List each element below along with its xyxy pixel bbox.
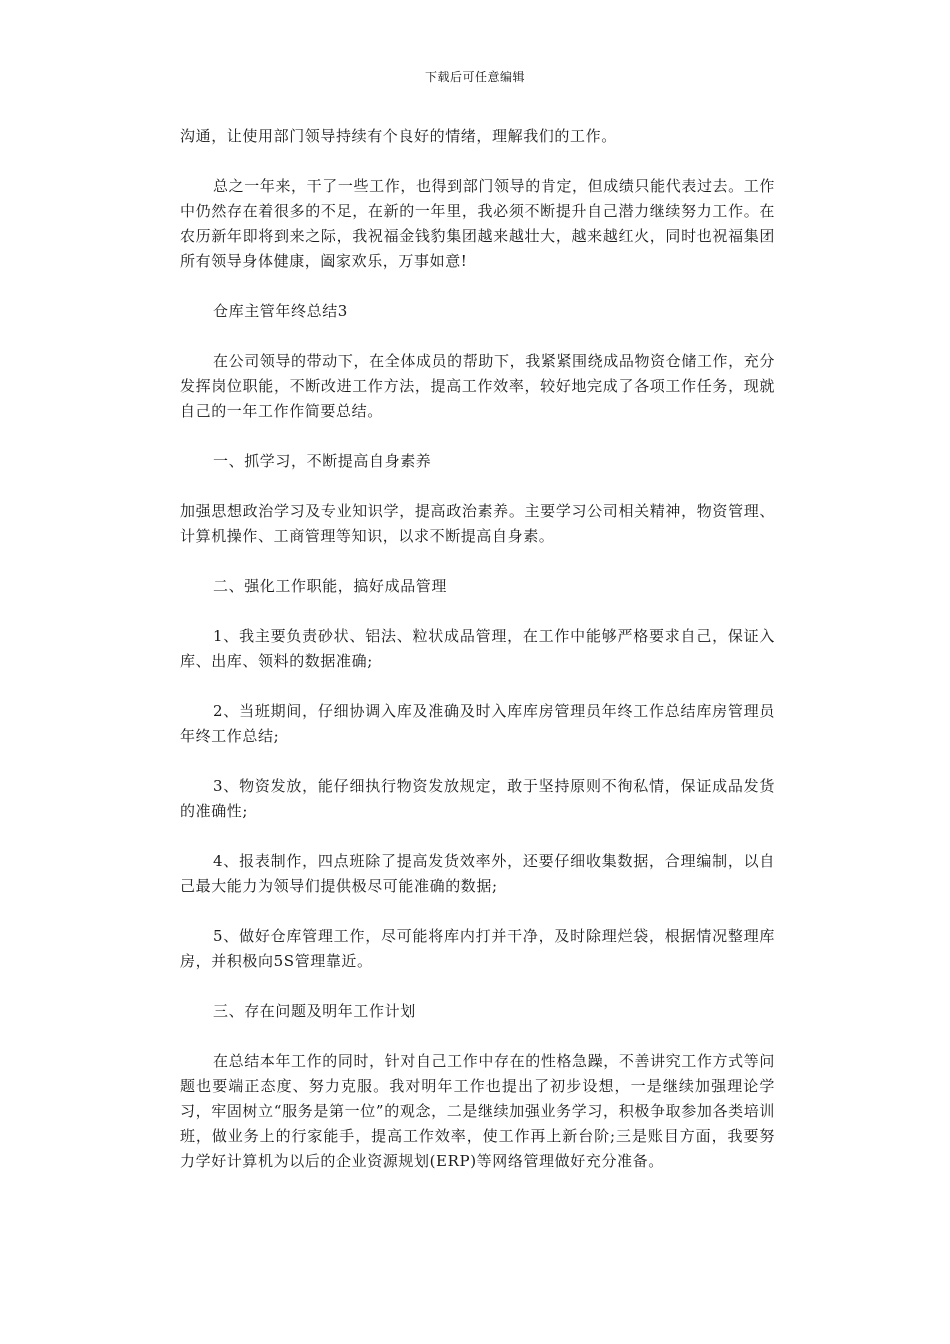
list-item-1: 1、我主要负责砂状、铝法、粒状成品管理，在工作中能够严格要求自己，保证入库、出库、领料的数据准确; bbox=[180, 627, 775, 670]
section-title: 仓库主管年终总结3 bbox=[213, 302, 348, 320]
page-header-note: 下载后可任意编辑 bbox=[424, 70, 525, 84]
paragraph-plan: 在总结本年工作的同时，针对自己工作中存在的性格急躁，不善讲究工作方式等问题也要端正态度、努力克服。我对明年工作也提出了初步设想，一是继续加强理论学习，牢固树立“服务是第一位”的观念，二是继续加强业务学习，积极争取参加各类培训班，做业务上的行家能手，提高工作效率，使工作再上新台阶;三是账目方面，我要努力学好计算机为以后的企业资源规划(ERP)等网络管理做好充分准备。 bbox=[180, 1052, 775, 1170]
paragraph-continuation: 沟通，让使用部门领导持续有个良好的情绪，理解我们的工作。 bbox=[180, 127, 617, 145]
paragraph-intro: 在公司领导的带动下，在全体成员的帮助下，我紧紧围绕成品物资仓储工作，充分发挥岗位职能，不断改进工作方法，提高工作效率，较好地完成了各项工作任务，现就自己的一年工作作简要总结。 bbox=[180, 352, 775, 420]
list-item-4: 4、报表制作，四点班除了提高发货效率外，还要仔细收集数据，合理编制，以自己最大能力为领导们提供极尽可能准确的数据; bbox=[180, 852, 775, 895]
heading-three: 三、存在问题及明年工作计划 bbox=[213, 1002, 416, 1020]
document-body bbox=[180, 124, 775, 1199]
heading-two: 二、强化工作职能，搞好成品管理 bbox=[213, 577, 448, 595]
list-item-3: 3、物资发放，能仔细执行物资发放规定，敢于坚持原则不徇私情，保证成品发货的准确性; bbox=[180, 777, 775, 820]
list-item-2: 2、当班期间，仔细协调入库及准确及时入库库房管理员年终工作总结库房管理员年终工作总结; bbox=[180, 702, 775, 745]
paragraph-conclusion: 总之一年来，干了一些工作，也得到部门领导的肯定，但成绩只能代表过去。工作中仍然存在着很多的不足，在新的一年里，我必须不断提升自己潜力继续努力工作。在农历新年即将到来之际，我祝福金钱豹集团越来越壮大，越来越红火，同时也祝福集团所有领导身体健康，阖家欢乐，万事如意! bbox=[180, 177, 775, 270]
list-item-5: 5、做好仓库管理工作，尽可能将库内打并干净，及时除理烂袋，根据情况整理库房，并积极向5S管理靠近。 bbox=[180, 927, 775, 970]
paragraph-study: 加强思想政治学习及专业知识学，提高政治素养。主要学习公司相关精神，物资管理、计算机操作、工商管理等知识，以求不断提高自身素。 bbox=[180, 502, 775, 545]
heading-one: 一、抓学习，不断提高自身素养 bbox=[213, 452, 432, 470]
